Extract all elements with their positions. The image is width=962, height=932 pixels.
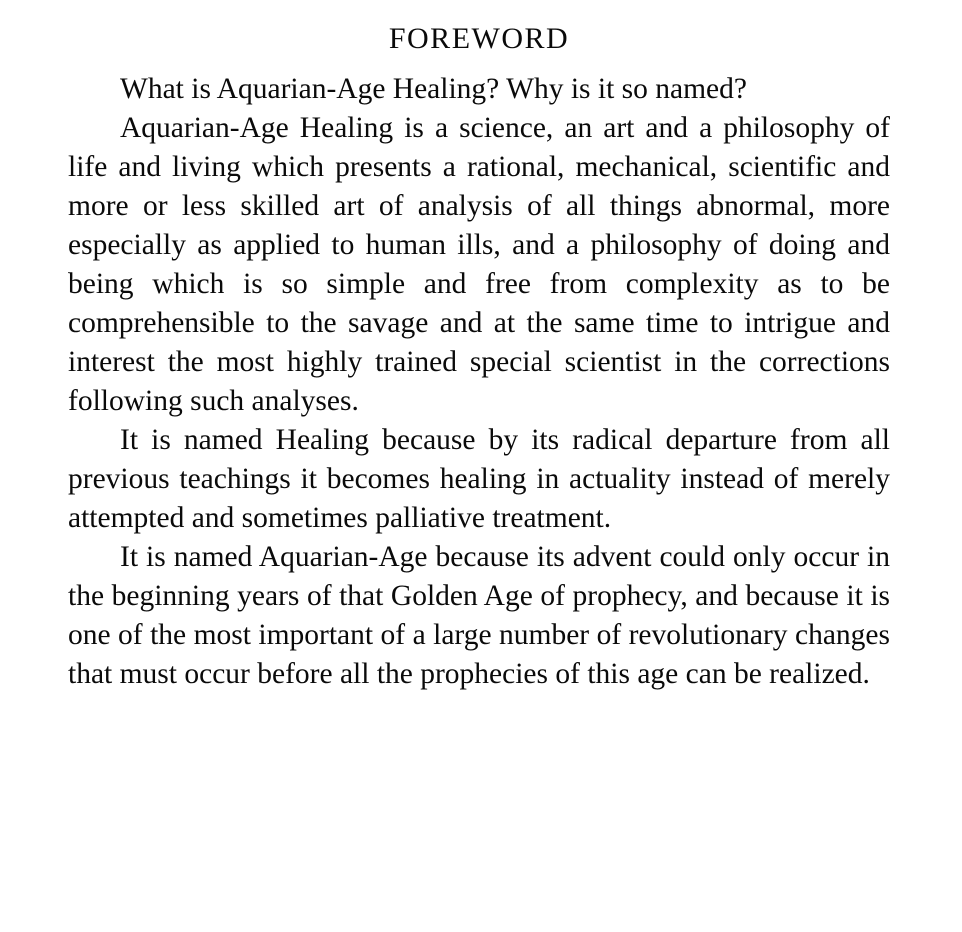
paragraph-1: What is Aquarian-Age Healing? Why is it so named?: [120, 73, 747, 105]
paragraph-4: It is named Aquarian-Age because its advent could only occur in the beginning years of that Golden Age of prophecy, and because it is one of the most important of a large number of revolutionary changes that must occur before all the prophecies of this age can be realized.: [68, 541, 890, 690]
paragraph-3: It is named Healing because by its radical departure from all previous teachings it becomes healing in actuality instead of merely attempted and sometimes palliative treatment.: [68, 424, 890, 534]
document-body: [68, 70, 890, 694]
page-title: FOREWORD: [388, 22, 570, 55]
paragraph-2: Aquarian-Age Healing is a science, an art and a philosophy of life and living which presents a rational, mechanical, scientific and more or less skilled art of analysis of all things abnormal, more especially as applied to human ills, and a philosophy of doing and being which is so simple and free from complexity as to be comprehensible to the savage and at the same time to intrigue and interest the most highly trained special scientist in the corrections following such analyses.: [68, 112, 890, 417]
